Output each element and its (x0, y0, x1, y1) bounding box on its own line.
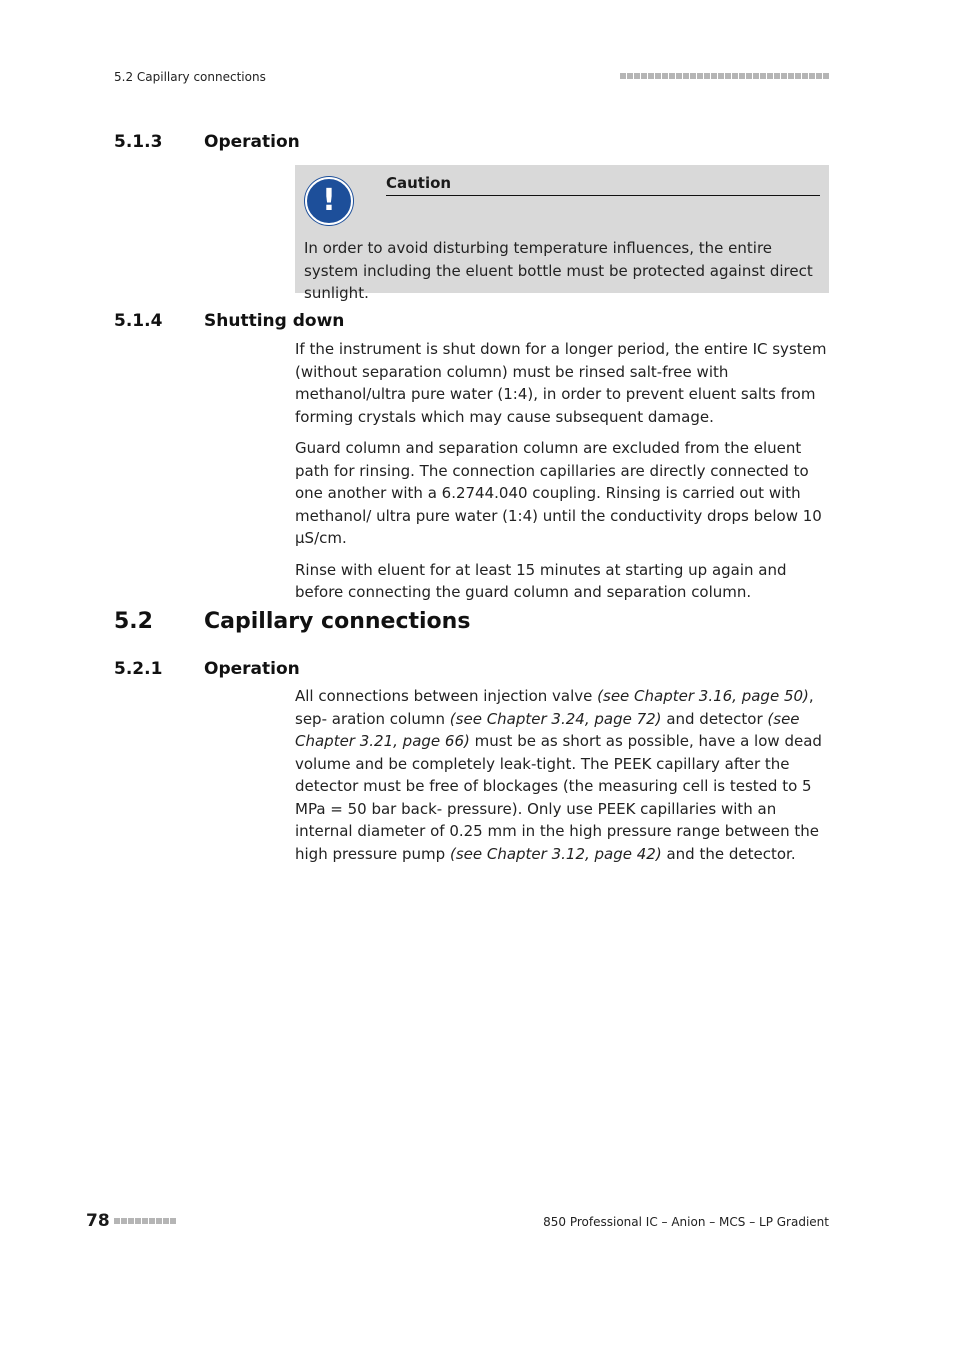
caution-box (295, 165, 829, 302)
heading-5-1-3 (114, 132, 300, 152)
text-run: , sep- aration column (295, 687, 814, 728)
running-footer-product: 850 Professional IC – Anion – MCS – LP Gradient (543, 1215, 829, 1229)
cross-reference-link[interactable]: (see Chapter 3.24, page 72) (449, 709, 662, 728)
cross-reference-link[interactable]: (see Chapter 3.21, page 66) (295, 709, 800, 750)
running-header-section: 5.2 Capillary connections (114, 70, 266, 84)
caution-title: Caution (386, 174, 820, 196)
footer-decorative-squares (114, 1218, 176, 1224)
heading-title: Operation (204, 132, 300, 152)
text-run: All connections between injection valve (295, 687, 598, 705)
heading-number: 5.1.3 (114, 132, 163, 152)
paragraph: Guard column and separation column are excluded from the eluent path for rinsing. The connection capillaries are directly connected to one another with a 6.2744.040 coupling. Rinsing is carried out with methanol/ ultra pure water (1:4) until the conductivity drops below 10 µS/cm. (295, 439, 822, 547)
header-decorative-squares (620, 73, 829, 79)
heading-title: Shutting down (204, 311, 345, 331)
heading-number: 5.1.4 (114, 311, 163, 331)
page-number: 78 (86, 1211, 110, 1231)
capillary-operation-body (295, 685, 829, 874)
caution-text: In order to avoid disturbing temperature influences, the entire system including the eluent bottle must be protected against direct sunlight. (304, 239, 813, 302)
paragraph (295, 685, 829, 865)
paragraph: If the instrument is shut down for a longer period, the entire IC system (without separation column) must be rinsed salt-free with methanol/ultra pure water (1:4), in order to prevent eluent salts from forming crystals which may cause subsequent damage. (295, 340, 827, 426)
heading-5-1-4 (114, 311, 344, 331)
cross-reference-link[interactable]: (see Chapter 3.16, page 50) (597, 687, 809, 705)
exclamation-icon: ! (305, 177, 353, 225)
heading-number: 5.2.1 (114, 659, 163, 679)
heading-title: Capillary connections (204, 609, 471, 634)
heading-5-2-1 (114, 659, 300, 679)
text-run: must be as short as possible, have a low dead volume and be completely leak-tight. The PEEK capillary after the detector must be free of blockages (the measuring cell is tested to 5 MPa = 50 bar back- pressure). Only use PEEK capillaries with an internal diameter of 0.25 mm in the high pressure range between the high pressure pump (295, 732, 822, 863)
text-run: and the detector. (661, 844, 796, 863)
heading-number: 5.2 (114, 609, 153, 634)
heading-title: Operation (204, 659, 300, 679)
text-run: and detector (661, 709, 768, 728)
shutting-down-body (295, 338, 829, 613)
heading-5-2 (114, 609, 470, 634)
cross-reference-link[interactable]: (see Chapter 3.12, page 42) (449, 844, 662, 863)
paragraph: Rinse with eluent for at least 15 minutes at starting up again and before connecting the guard column and separation column. (295, 560, 787, 601)
